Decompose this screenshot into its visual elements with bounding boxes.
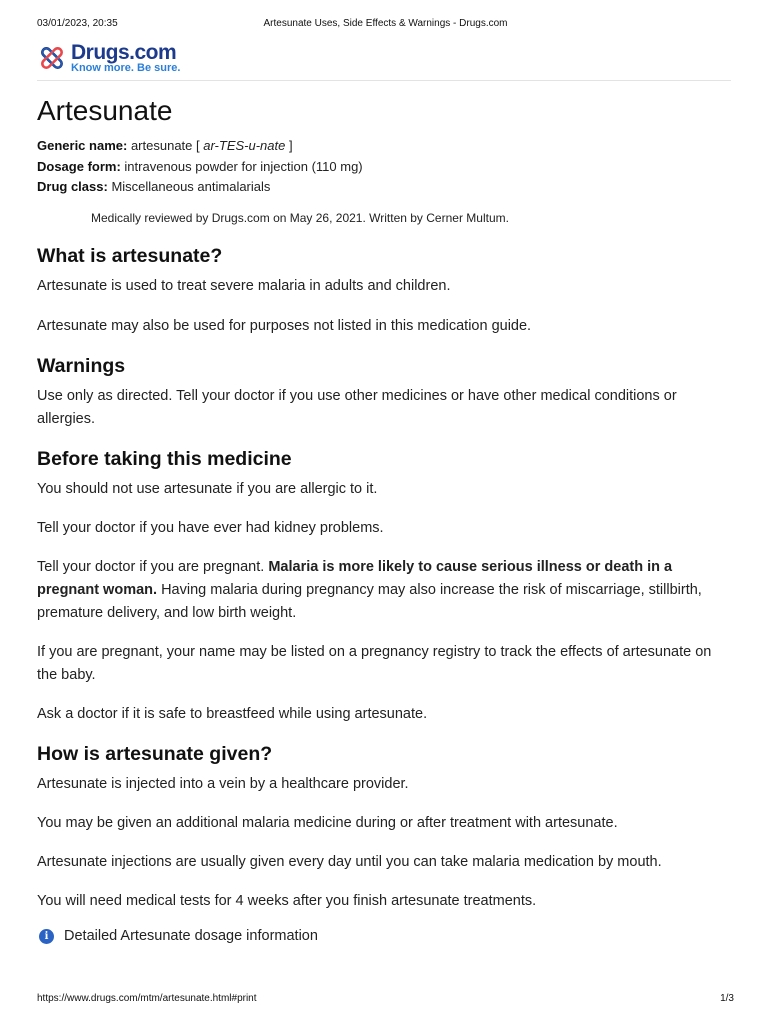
drug-class-row xyxy=(37,177,733,198)
print-header xyxy=(37,18,734,32)
what-is-paragraph-2: Artesunate may also be used for purposes not listed in this medication guide. xyxy=(37,317,532,334)
drug-class-link[interactable]: Miscellaneous antimalarials xyxy=(111,179,271,194)
generic-name-close: ] xyxy=(289,138,293,153)
print-url: https://www.drugs.com/mtm/artesunate.html#print xyxy=(37,993,257,1004)
page-title: Artesunate xyxy=(37,95,173,126)
drug-meta xyxy=(37,136,733,198)
generic-name-value: artesunate [ xyxy=(130,138,200,153)
warnings-paragraph-1: Use only as directed. Tell your doctor if you use other medicines or have other medical conditions or allergies. xyxy=(37,387,677,427)
pronunciation: ar-TES-u-nate xyxy=(203,138,286,153)
dosage-form-value: intravenous powder for injection (110 mg) xyxy=(124,158,363,174)
drug-class-label: Drug class: xyxy=(37,179,108,194)
before-paragraph-4: If you are pregnant, your name may be listed on a pregnancy registry to track the effects of artesunate on the baby. xyxy=(37,643,712,683)
review-end: . xyxy=(505,210,509,225)
heading-how-given: How is artesunate given? xyxy=(37,742,273,765)
page-number: 1/3 xyxy=(720,993,734,1004)
header-divider xyxy=(37,80,731,81)
dosage-form-row xyxy=(37,157,733,178)
heading-what-is: What is artesunate? xyxy=(37,244,223,267)
print-page-title: Artesunate Uses, Side Effects & Warnings - Drugs.com xyxy=(263,18,508,29)
before-paragraph-5: Ask a doctor if it is safe to breastfeed while using artesunate. xyxy=(37,705,428,722)
how-given-paragraph-1: Artesunate is injected into a vein by a healthcare provider. xyxy=(37,775,409,792)
print-footer xyxy=(37,993,734,1007)
article-content xyxy=(37,94,733,948)
drugs-com-logo[interactable] xyxy=(37,41,237,75)
logo-tagline: Know more. Be sure. xyxy=(71,62,181,74)
how-given-paragraph-2: You may be given an additional malaria medicine during or after treatment with artesunate. xyxy=(37,814,618,831)
generic-name-row xyxy=(37,136,733,157)
before-paragraph-1: You should not use artesunate if you are allergic to it. xyxy=(37,480,378,497)
dosage-info-label[interactable]: Detailed Artesunate dosage information xyxy=(64,927,318,944)
what-is-paragraph-1: Artesunate is used to treat severe malaria in adults and children. xyxy=(37,277,451,294)
review-info xyxy=(91,209,733,227)
print-date: 03/01/2023, 20:35 xyxy=(37,18,118,29)
pregnancy-warning-bold: Malaria is more likely to cause serious illness or death in a pregnant woman. xyxy=(37,558,673,598)
before-paragraph-3 xyxy=(37,556,733,625)
pregnancy-text-start: Tell your doctor if you are pregnant. xyxy=(37,558,269,575)
pregnancy-text-end: Having malaria during pregnancy may also increase the risk of miscarriage, stillbirth, premature delivery, and low birth weight. xyxy=(37,581,702,621)
review-text: by Drugs.com on May 26, 2021. Written by xyxy=(192,210,427,225)
logo-brand-name: Drugs.com xyxy=(71,41,177,64)
how-given-paragraph-3: Artesunate injections are usually given every day until you can take malaria medication by mouth. xyxy=(37,853,662,870)
heading-before-taking: Before taking this medicine xyxy=(37,447,292,470)
dosage-info-link[interactable] xyxy=(37,924,733,948)
medically-reviewed-link[interactable]: Medically reviewed xyxy=(91,210,193,225)
how-given-paragraph-4: You will need medical tests for 4 weeks after you finish artesunate treatments. xyxy=(37,892,537,909)
dosage-form-label: Dosage form: xyxy=(37,158,121,174)
generic-name-label: Generic name: xyxy=(37,138,128,153)
heading-warnings: Warnings xyxy=(37,354,126,377)
drugs-com-logo-icon xyxy=(37,43,67,73)
before-paragraph-2: Tell your doctor if you have ever had kidney problems. xyxy=(37,519,384,536)
info-icon: i xyxy=(39,929,54,944)
author-link[interactable]: Cerner Multum xyxy=(426,210,506,225)
